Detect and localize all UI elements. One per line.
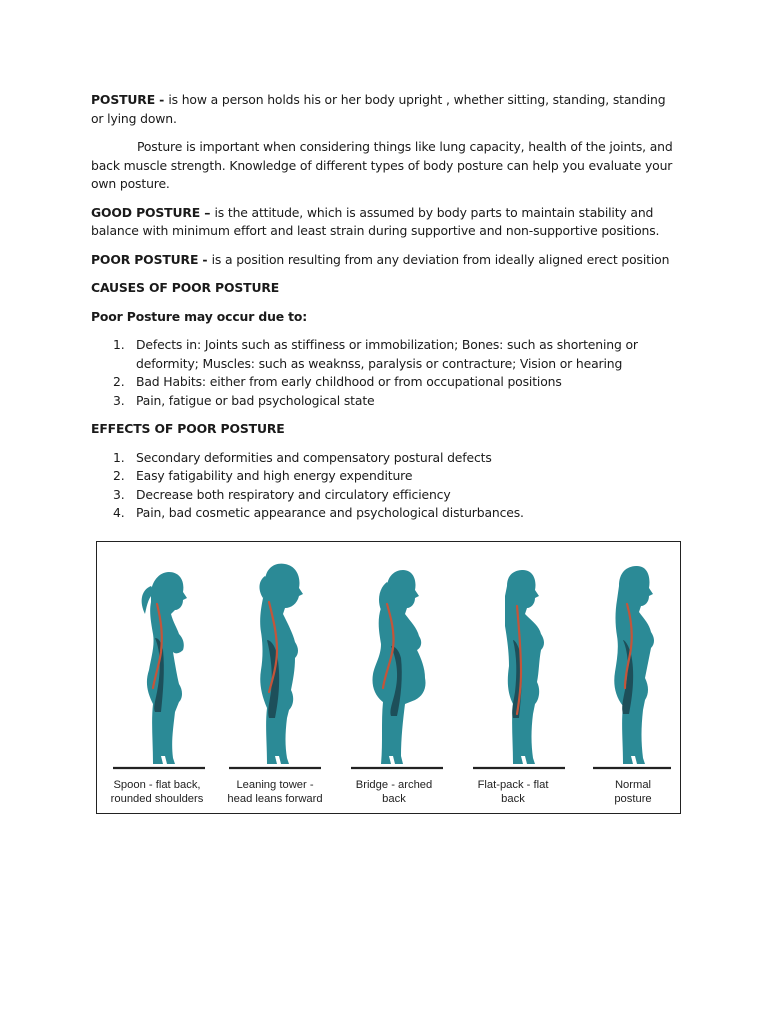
caption-line: posture	[614, 793, 652, 805]
document-body	[91, 91, 681, 533]
list-number: 4.	[113, 505, 125, 520]
list-number: 1.	[113, 337, 125, 352]
posture-definition-text: is how a person holds his or her body upright , whether sitting, standing, standing or lying down.	[91, 92, 666, 126]
list-item-text: Pain, bad cosmetic appearance and psychological disturbances.	[136, 505, 524, 520]
caption-line: head leans forward	[227, 793, 323, 805]
list-number: 2.	[113, 374, 125, 389]
effects-heading: EFFECTS OF POOR POSTURE	[91, 421, 285, 436]
list-item	[91, 392, 681, 411]
caption-bridge	[334, 778, 454, 806]
importance-paragraph: Posture is important when considering things like lung capacity, health of the joints, and back muscle strength. Knowledge of different types of body posture can help you evaluate your own posture.	[91, 139, 673, 191]
body-silhouette	[260, 564, 303, 764]
caption-spoon	[97, 778, 217, 806]
list-item-text: Bad Habits: either from early childhood or from occupational positions	[136, 374, 562, 389]
posture-figure-normal	[614, 566, 654, 764]
list-item-text: Secondary deformities and compensatory postural defects	[136, 449, 492, 465]
posture-figure-flat-pack	[505, 570, 544, 764]
list-item	[91, 336, 681, 373]
good-posture-definition	[91, 204, 681, 241]
list-item-text: Decrease both respiratory and circulatory efficiency	[136, 486, 451, 502]
caption-flat-pack	[453, 778, 573, 806]
posture-term: POSTURE -	[91, 92, 169, 107]
good-posture-term: GOOD POSTURE –	[91, 204, 215, 220]
causes-subheading: Poor Posture may occur due to:	[91, 308, 308, 324]
list-item	[91, 373, 681, 392]
poor-posture-definition	[91, 251, 681, 270]
causes-list	[91, 336, 681, 410]
caption-line: back	[382, 793, 406, 805]
caption-line: Flat-pack - flat	[477, 779, 549, 791]
posture-figure-leaning-tower	[260, 564, 304, 764]
good-posture-definition-text: is the attitude, which is assumed by body parts to maintain stability and balance with minimum effort and least strain during supportive and non-supportive positions.	[91, 204, 660, 238]
list-item-text: Pain, fatigue or bad psychological state	[136, 392, 375, 408]
poor-posture-term: POOR POSTURE -	[91, 251, 212, 267]
body-silhouette	[147, 572, 187, 764]
caption-normal	[573, 778, 693, 806]
list-number: 3.	[113, 486, 125, 502]
posture-figure-spoon	[142, 572, 187, 764]
body-silhouette	[505, 570, 544, 764]
caption-line: rounded shoulders	[110, 793, 204, 805]
posture-figure	[96, 541, 681, 814]
list-item	[91, 449, 681, 468]
list-item	[91, 467, 681, 486]
effects-list	[91, 449, 681, 523]
caption-line: Leaning tower -	[236, 779, 314, 791]
caption-line: Spoon - flat back,	[113, 779, 201, 791]
caption-line: back	[501, 793, 525, 805]
list-number: 1.	[113, 449, 125, 465]
list-item-text: Easy fatigability and high energy expenditure	[136, 468, 413, 483]
causes-heading: CAUSES OF POOR POSTURE	[91, 280, 280, 295]
caption-line: Normal	[614, 779, 652, 791]
list-item	[91, 504, 681, 523]
list-number: 3.	[113, 392, 125, 408]
body-silhouette	[614, 566, 654, 764]
posture-figure-bridge	[372, 570, 425, 764]
list-number: 2.	[113, 468, 125, 483]
caption-leaning-tower	[215, 778, 335, 806]
list-item-text: Defects in: Joints such as stiffiness or immobilization; Bones: such as shortening or deformity; Muscles: such as weaknss, paralysis or contracture; Vision or hearing	[136, 337, 638, 371]
posture-illustration	[97, 542, 682, 815]
posture-definition	[91, 91, 681, 128]
list-item	[91, 486, 681, 505]
caption-line: Bridge - arched	[355, 779, 433, 791]
poor-posture-definition-text: is a position resulting from any deviation from ideally aligned erect position	[211, 251, 670, 267]
